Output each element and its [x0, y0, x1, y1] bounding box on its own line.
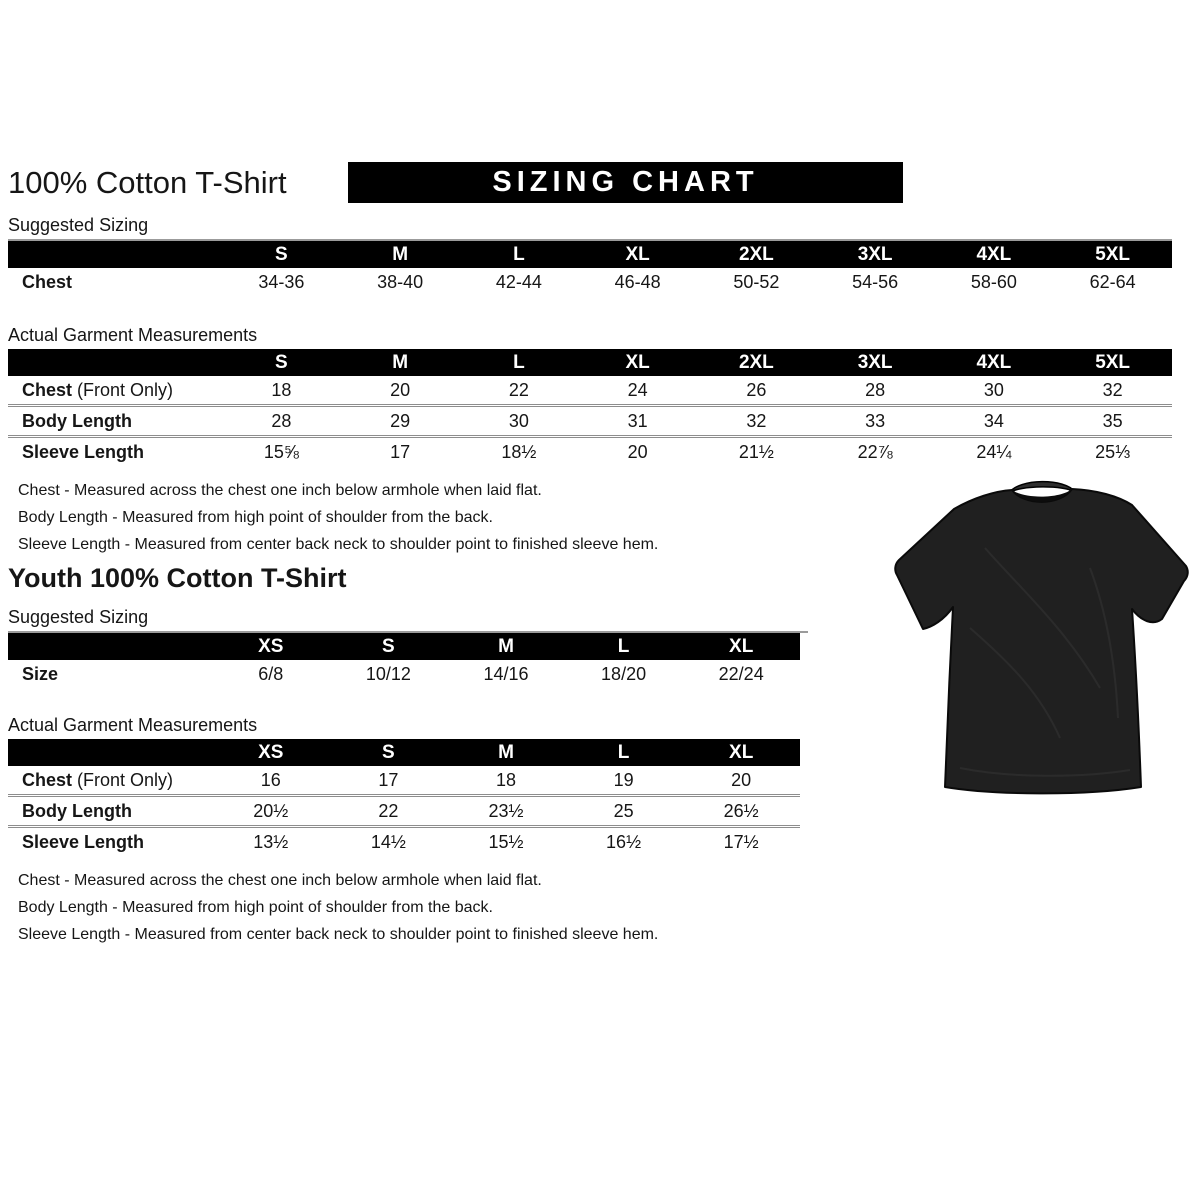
- header-spacer: [8, 349, 222, 376]
- cell: 25: [565, 796, 683, 827]
- cell: 38-40: [377, 271, 424, 292]
- cell: 25⅓: [1053, 437, 1172, 467]
- size-col-header: 5XL: [1053, 349, 1172, 376]
- size-col-header: L: [460, 349, 579, 376]
- cell: 20: [731, 769, 752, 790]
- row-label: Size: [22, 663, 59, 684]
- cell: 42-44: [495, 271, 542, 292]
- cell: 15½: [447, 827, 565, 857]
- youth-measurements-table: [8, 739, 800, 856]
- size-col-header: L: [460, 241, 579, 268]
- row-label: Chest: [22, 271, 73, 292]
- cell: 35: [1053, 406, 1172, 437]
- youth-measurement-notes: [8, 871, 1178, 945]
- cell: 28: [865, 379, 886, 400]
- adult-suggested-sizing-table: [8, 241, 1172, 296]
- page-title: 100% Cotton T-Shirt: [8, 165, 287, 200]
- cell: 14½: [330, 827, 448, 857]
- cell: 30: [460, 406, 579, 437]
- note-chest: Chest - Measured across the chest one inch below armhole when laid flat.: [18, 872, 542, 889]
- cell: 19: [613, 769, 634, 790]
- page-header: [8, 162, 1178, 204]
- cell: 18: [271, 379, 292, 400]
- cell: 20½: [212, 796, 330, 827]
- cell: 18/20: [601, 663, 647, 684]
- cell: 21½: [697, 437, 816, 467]
- note-sleeve-length: Sleeve Length - Measured from center back neck to shoulder point to finished sleeve hem.: [18, 536, 659, 553]
- cell: 26½: [682, 796, 800, 827]
- cell: 14/16: [483, 663, 529, 684]
- header-spacer: [8, 739, 212, 766]
- cell: 33: [816, 406, 935, 437]
- cell: 22: [330, 796, 448, 827]
- size-col-header: M: [341, 241, 460, 268]
- cell: 17: [378, 769, 399, 790]
- adult-suggested-sizing-label: Suggested Sizing: [8, 214, 1172, 241]
- tshirt-collar: [1009, 482, 1075, 493]
- row-label: Chest (Front Only): [22, 769, 174, 790]
- size-header-row: [8, 739, 800, 766]
- adult-measurements-table: [8, 349, 1172, 466]
- row-label: Sleeve Length: [8, 437, 222, 467]
- size-col-header: S: [330, 633, 448, 660]
- row-label: Sleeve Length: [8, 827, 212, 857]
- cell: 54-56: [852, 271, 899, 292]
- size-col-header: 3XL: [816, 241, 935, 268]
- row-label: Body Length: [8, 406, 222, 437]
- tshirt-body: [895, 489, 1187, 793]
- cell: 20: [578, 437, 697, 467]
- table-row: [8, 268, 1172, 296]
- youth-section-heading: Youth 100% Cotton T-Shirt: [8, 563, 347, 593]
- youth-measurements-label: Actual Garment Measurements: [8, 715, 258, 735]
- size-col-header: XL: [682, 739, 800, 766]
- cell: 29: [341, 406, 460, 437]
- cell: 16½: [565, 827, 683, 857]
- cell: 15⅝: [222, 437, 341, 467]
- cell: 23½: [447, 796, 565, 827]
- size-col-header: S: [222, 241, 341, 268]
- note-body-length: Body Length - Measured from high point of shoulder from the back.: [18, 509, 493, 526]
- cell: 16: [260, 769, 281, 790]
- size-header-row: [8, 349, 1172, 376]
- cell: 17: [341, 437, 460, 467]
- cell: 46-48: [614, 271, 661, 292]
- cell: 17½: [682, 827, 800, 857]
- size-col-header: M: [447, 739, 565, 766]
- size-col-header: 4XL: [935, 349, 1054, 376]
- cell: 13½: [212, 827, 330, 857]
- cell: 32: [697, 406, 816, 437]
- size-col-header: XL: [578, 349, 697, 376]
- size-col-header: 2XL: [697, 349, 816, 376]
- cell: 24¼: [935, 437, 1054, 467]
- cell: 28: [222, 406, 341, 437]
- size-col-header: M: [341, 349, 460, 376]
- size-col-header: 3XL: [816, 349, 935, 376]
- cell: 30: [983, 379, 1004, 400]
- table-row-chest: [8, 766, 800, 796]
- size-col-header: S: [222, 349, 341, 376]
- size-col-header: XL: [682, 633, 800, 660]
- cell: 22/24: [718, 663, 764, 684]
- adult-measurements-label: Actual Garment Measurements: [8, 325, 258, 345]
- table-row-sleeve-length: [8, 827, 800, 857]
- size-col-header: L: [565, 739, 683, 766]
- size-header-row: [8, 241, 1172, 268]
- size-header-row: [8, 633, 800, 660]
- cell: 32: [1102, 379, 1123, 400]
- table-row-body-length: [8, 406, 1172, 437]
- sizing-chart-banner: SIZING CHART: [348, 162, 903, 203]
- table-row-body-length: [8, 796, 800, 827]
- size-col-header: 5XL: [1053, 241, 1172, 268]
- cell: 62-64: [1089, 271, 1136, 292]
- cell: 18: [495, 769, 516, 790]
- cell: 22⅞: [816, 437, 935, 467]
- size-col-header: 2XL: [697, 241, 816, 268]
- header-spacer: [8, 633, 212, 660]
- table-row-sleeve-length: [8, 437, 1172, 467]
- cell: 6/8: [258, 663, 284, 684]
- note-body-length: Body Length - Measured from high point of shoulder from the back.: [18, 899, 493, 916]
- cell: 34: [935, 406, 1054, 437]
- cell: 22: [508, 379, 529, 400]
- cell: 50-52: [733, 271, 780, 292]
- cell: 20: [390, 379, 411, 400]
- cell: 58-60: [970, 271, 1017, 292]
- header-spacer: [8, 241, 222, 268]
- cell: 10/12: [365, 663, 411, 684]
- size-col-header: XS: [212, 633, 330, 660]
- size-col-header: XL: [578, 241, 697, 268]
- size-col-header: S: [330, 739, 448, 766]
- size-col-header: 4XL: [935, 241, 1054, 268]
- size-col-header: L: [565, 633, 683, 660]
- cell: 34-36: [258, 271, 305, 292]
- cell: 26: [746, 379, 767, 400]
- table-row-size: [8, 660, 800, 688]
- black-tshirt-image: [890, 478, 1195, 808]
- table-row-chest: [8, 376, 1172, 406]
- youth-suggested-sizing-label: Suggested Sizing: [8, 606, 808, 633]
- cell: 24: [627, 379, 648, 400]
- note-sleeve-length: Sleeve Length - Measured from center back neck to shoulder point to finished sleeve hem.: [18, 926, 659, 943]
- row-label: Chest (Front Only): [22, 379, 174, 400]
- cell: 18½: [460, 437, 579, 467]
- row-label: Body Length: [8, 796, 212, 827]
- note-chest: Chest - Measured across the chest one inch below armhole when laid flat.: [18, 482, 542, 499]
- youth-suggested-sizing-table: [8, 633, 800, 688]
- size-col-header: XS: [212, 739, 330, 766]
- size-col-header: M: [447, 633, 565, 660]
- cell: 31: [578, 406, 697, 437]
